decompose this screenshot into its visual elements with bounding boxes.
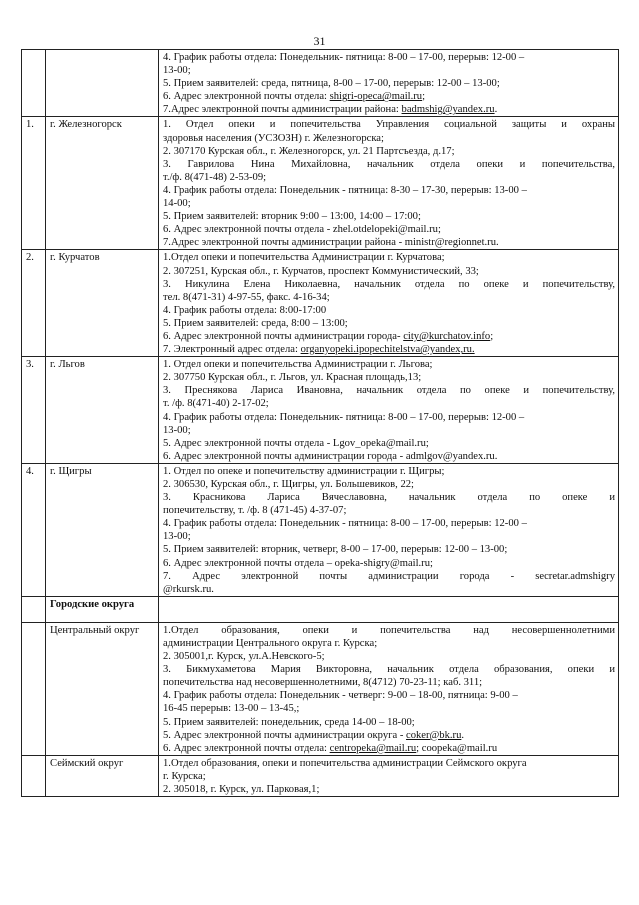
detail-line: 5. Прием заявителей: среда, 8:00 – 13:00; (163, 317, 348, 329)
contact-details (159, 463, 619, 596)
table-row (22, 250, 619, 357)
contact-details (159, 755, 619, 796)
detail-line: 13-00; (163, 65, 191, 77)
table-row (22, 357, 619, 464)
table-row (22, 755, 619, 796)
row-number: 1. (22, 117, 46, 250)
detail-line: 1. Отдел опеки и попечительства Управления социальной защиты и охраны (163, 119, 615, 131)
detail-line: 4. График работы отдела: 8:00-17:00 (163, 304, 327, 316)
table-row (22, 117, 619, 250)
email-address: organyopeki.ipopechitelstva@yandex,ru. (300, 344, 475, 356)
section-heading: Городские округа (46, 596, 159, 622)
email-address: coker@bk.ru (406, 729, 462, 741)
detail-line: 6. Адрес электронной почты отдела – opeka-shigry@mail.ru; (163, 557, 433, 569)
detail-line: 2. 305001,г. Курск, ул.А.Невского-5; (163, 651, 325, 663)
contact-details (159, 117, 619, 250)
detail-line: 1.Отдел опеки и попечительства Администрации г. Курчатова; (163, 252, 445, 264)
detail-line: 6. Адрес электронной почты администрации города - admlgov@yandex.ru. (163, 450, 498, 462)
detail-line: 7. Адрес электронной почты администрации города - secretar.admshigry (163, 570, 615, 582)
detail-line: 5. Прием заявителей: понедельник, среда 14-00 – 18-00; (163, 716, 415, 728)
detail-line: 2. 307251, Курская обл., г. Курчатов, проспект Коммунистический, 33; (163, 265, 479, 277)
municipality-name (46, 50, 159, 117)
detail-line: 5. Прием заявителей: вторник 9:00 – 13:00, 14:00 – 17:00; (163, 211, 421, 223)
table-row (22, 50, 619, 117)
email-address: city@kurchatov.info (403, 330, 491, 342)
email-address: badmshig@yandex.ru (401, 104, 495, 116)
detail-line: 3. Красникова Лариса Вячеславовна, начальник отдела по опеке и (163, 492, 615, 504)
detail-line: 5. Адрес электронной почты администрации округа - coker@bk.ru. (163, 729, 465, 741)
detail-line: 13-00; (163, 424, 191, 436)
detail-line: 4. График работы отдела: Понедельник- пятница: 8-00 – 17-00, перерыв: 12-00 – (163, 411, 525, 423)
detail-line: здоровья населения (УСЗОЗН) г. Железногорска; (163, 132, 384, 144)
municipality-name: г. Льгов (46, 357, 159, 464)
detail-line: 6. Адрес электронной почты отдела - zhel.otdelopeki@mail.ru; (163, 224, 441, 236)
row-number: 4. (22, 463, 46, 596)
email-address: centropeka@mail.ru (329, 742, 417, 754)
detail-line: 4. График работы отдела: Понедельник - четверг: 9-00 – 18-00, пятница: 9-00 – (163, 690, 518, 702)
email-address: shigri-opeca@mail.ru (329, 91, 423, 103)
detail-line: т./ф. 8(471-48) 2-53-09; (163, 171, 267, 183)
detail-line: @rkursk.ru. (163, 583, 214, 595)
detail-line: 5. Прием заявителей: вторник, четверг, 8-00 – 17-00, перерыв: 12-00 – 13-00; (163, 544, 508, 556)
detail-line: 6. Адрес электронной почты отдела: centropeka@mail.ru; coopeka@mail.ru (163, 742, 498, 754)
detail-line: т. /ф. 8(471-40) 2-17-02; (163, 398, 269, 410)
detail-line: 1. Отдел по опеке и попечительству администрации г. Щигры; (163, 465, 445, 477)
row-number (22, 755, 46, 796)
page-number: 31 (313, 34, 326, 48)
detail-line: 1. Отдел опеки и попечительства Администрации г. Льгова; (163, 359, 433, 371)
municipality-name: Центральный округ (46, 622, 159, 755)
contact-details (159, 622, 619, 755)
detail-line: 6. Адрес электронной почты отдела: shigri-opeca@mail.ru; (163, 91, 426, 103)
detail-line: администрации Центрального округа г. Курска; (163, 637, 378, 649)
table-row (22, 463, 619, 596)
detail-line: 13-00; (163, 531, 191, 543)
detail-line: 3. Никулина Елена Николаевна, начальник отдела по опеке и попечительству, (163, 278, 615, 290)
detail-line: 3. Бикмухаметова Мария Викторовна, начальник отдела образования, опеки и (163, 664, 615, 676)
contact-details (159, 50, 619, 117)
detail-line: 14-00; (163, 198, 191, 210)
contact-details (159, 357, 619, 464)
row-number: 2. (22, 250, 46, 357)
row-number (22, 596, 46, 622)
detail-line: 4. График работы отдела: Понедельник - пятница: 8-30 – 17-30, перерыв: 13-00 – (163, 184, 527, 196)
table-row (22, 596, 619, 622)
contact-details (159, 250, 619, 357)
detail-line: 2. 307750 Курская обл., г. Льгов, ул. Красная площадь,13; (163, 372, 422, 384)
detail-line: попечительству, т. /ф. 8 (471-45) 4-37-07; (163, 505, 347, 517)
detail-line: 1.Отдел образования, опеки и попечительства администрации Сеймского округа (163, 757, 527, 769)
row-number (22, 622, 46, 755)
detail-line: попечительства над несовершеннолетними, 8(4712) 70-23-11; каб. 311; (163, 677, 483, 689)
table-row (22, 622, 619, 755)
detail-line: 1.Отдел образования, опеки и попечительства над несовершеннолетними (163, 624, 615, 636)
detail-line: 5. Адрес электронной почты отдела - Lgov_opeka@mail.ru; (163, 437, 429, 449)
detail-line: г. Курска; (163, 770, 206, 782)
detail-line: 2. 306530, Курская обл., г. Щигры, ул. Большевиков, 22; (163, 479, 415, 490)
table-body (22, 50, 619, 797)
municipality-name: г. Щигры (46, 463, 159, 596)
detail-line: 2. 307170 Курская обл., г. Железногорск, ул. 21 Партсъезда, д.17; (163, 145, 455, 157)
row-number (22, 50, 46, 117)
contacts-table (21, 49, 619, 797)
detail-line: 4. График работы отдела: Понедельник - пятница: 8-00 – 17-00, перерыв: 12-00 – (163, 518, 527, 530)
detail-line: 16-45 перерыв: 13-00 – 13-45,; (163, 703, 300, 715)
contact-details (159, 596, 619, 622)
detail-line: 3. Гаврилова Нина Михайловна, начальник отдела опеки и попечительства, (163, 158, 615, 170)
detail-line: 5. Прием заявителей: среда, пятница, 8-00 – 17-00, перерыв: 12-00 – 13-00; (163, 78, 500, 90)
detail-line: 6. Адрес электронной почты администрации города- city@kurchatov.info; (163, 330, 494, 342)
detail-line: 7.Адрес электронной почты администрации района - ministr@regionnet.ru. (163, 237, 499, 249)
detail-line: 3. Преснякова Лариса Ивановна, начальник отдела по опеке и попечительству, (163, 385, 615, 397)
municipality-name: г. Железногорск (46, 117, 159, 250)
municipality-name: г. Курчатов (46, 250, 159, 357)
detail-line: 2. 305018, г. Курск, ул. Парковая,1; (163, 783, 320, 795)
detail-line: 4. График работы отдела: Понедельник- пятница: 8-00 – 17-00, перерыв: 12-00 – (163, 52, 525, 63)
row-number: 3. (22, 357, 46, 464)
detail-line: тел. 8(471-31) 4-97-55, факс. 4-16-34; (163, 291, 330, 303)
municipality-name: Сеймский округ (46, 755, 159, 796)
detail-line: 7. Электронный адрес отдела: organyopeki.ipopechitelstva@yandex,ru. (163, 344, 475, 356)
detail-line: 7.Адрес электронной почты администрации района: badmshig@yandex.ru. (163, 104, 498, 116)
